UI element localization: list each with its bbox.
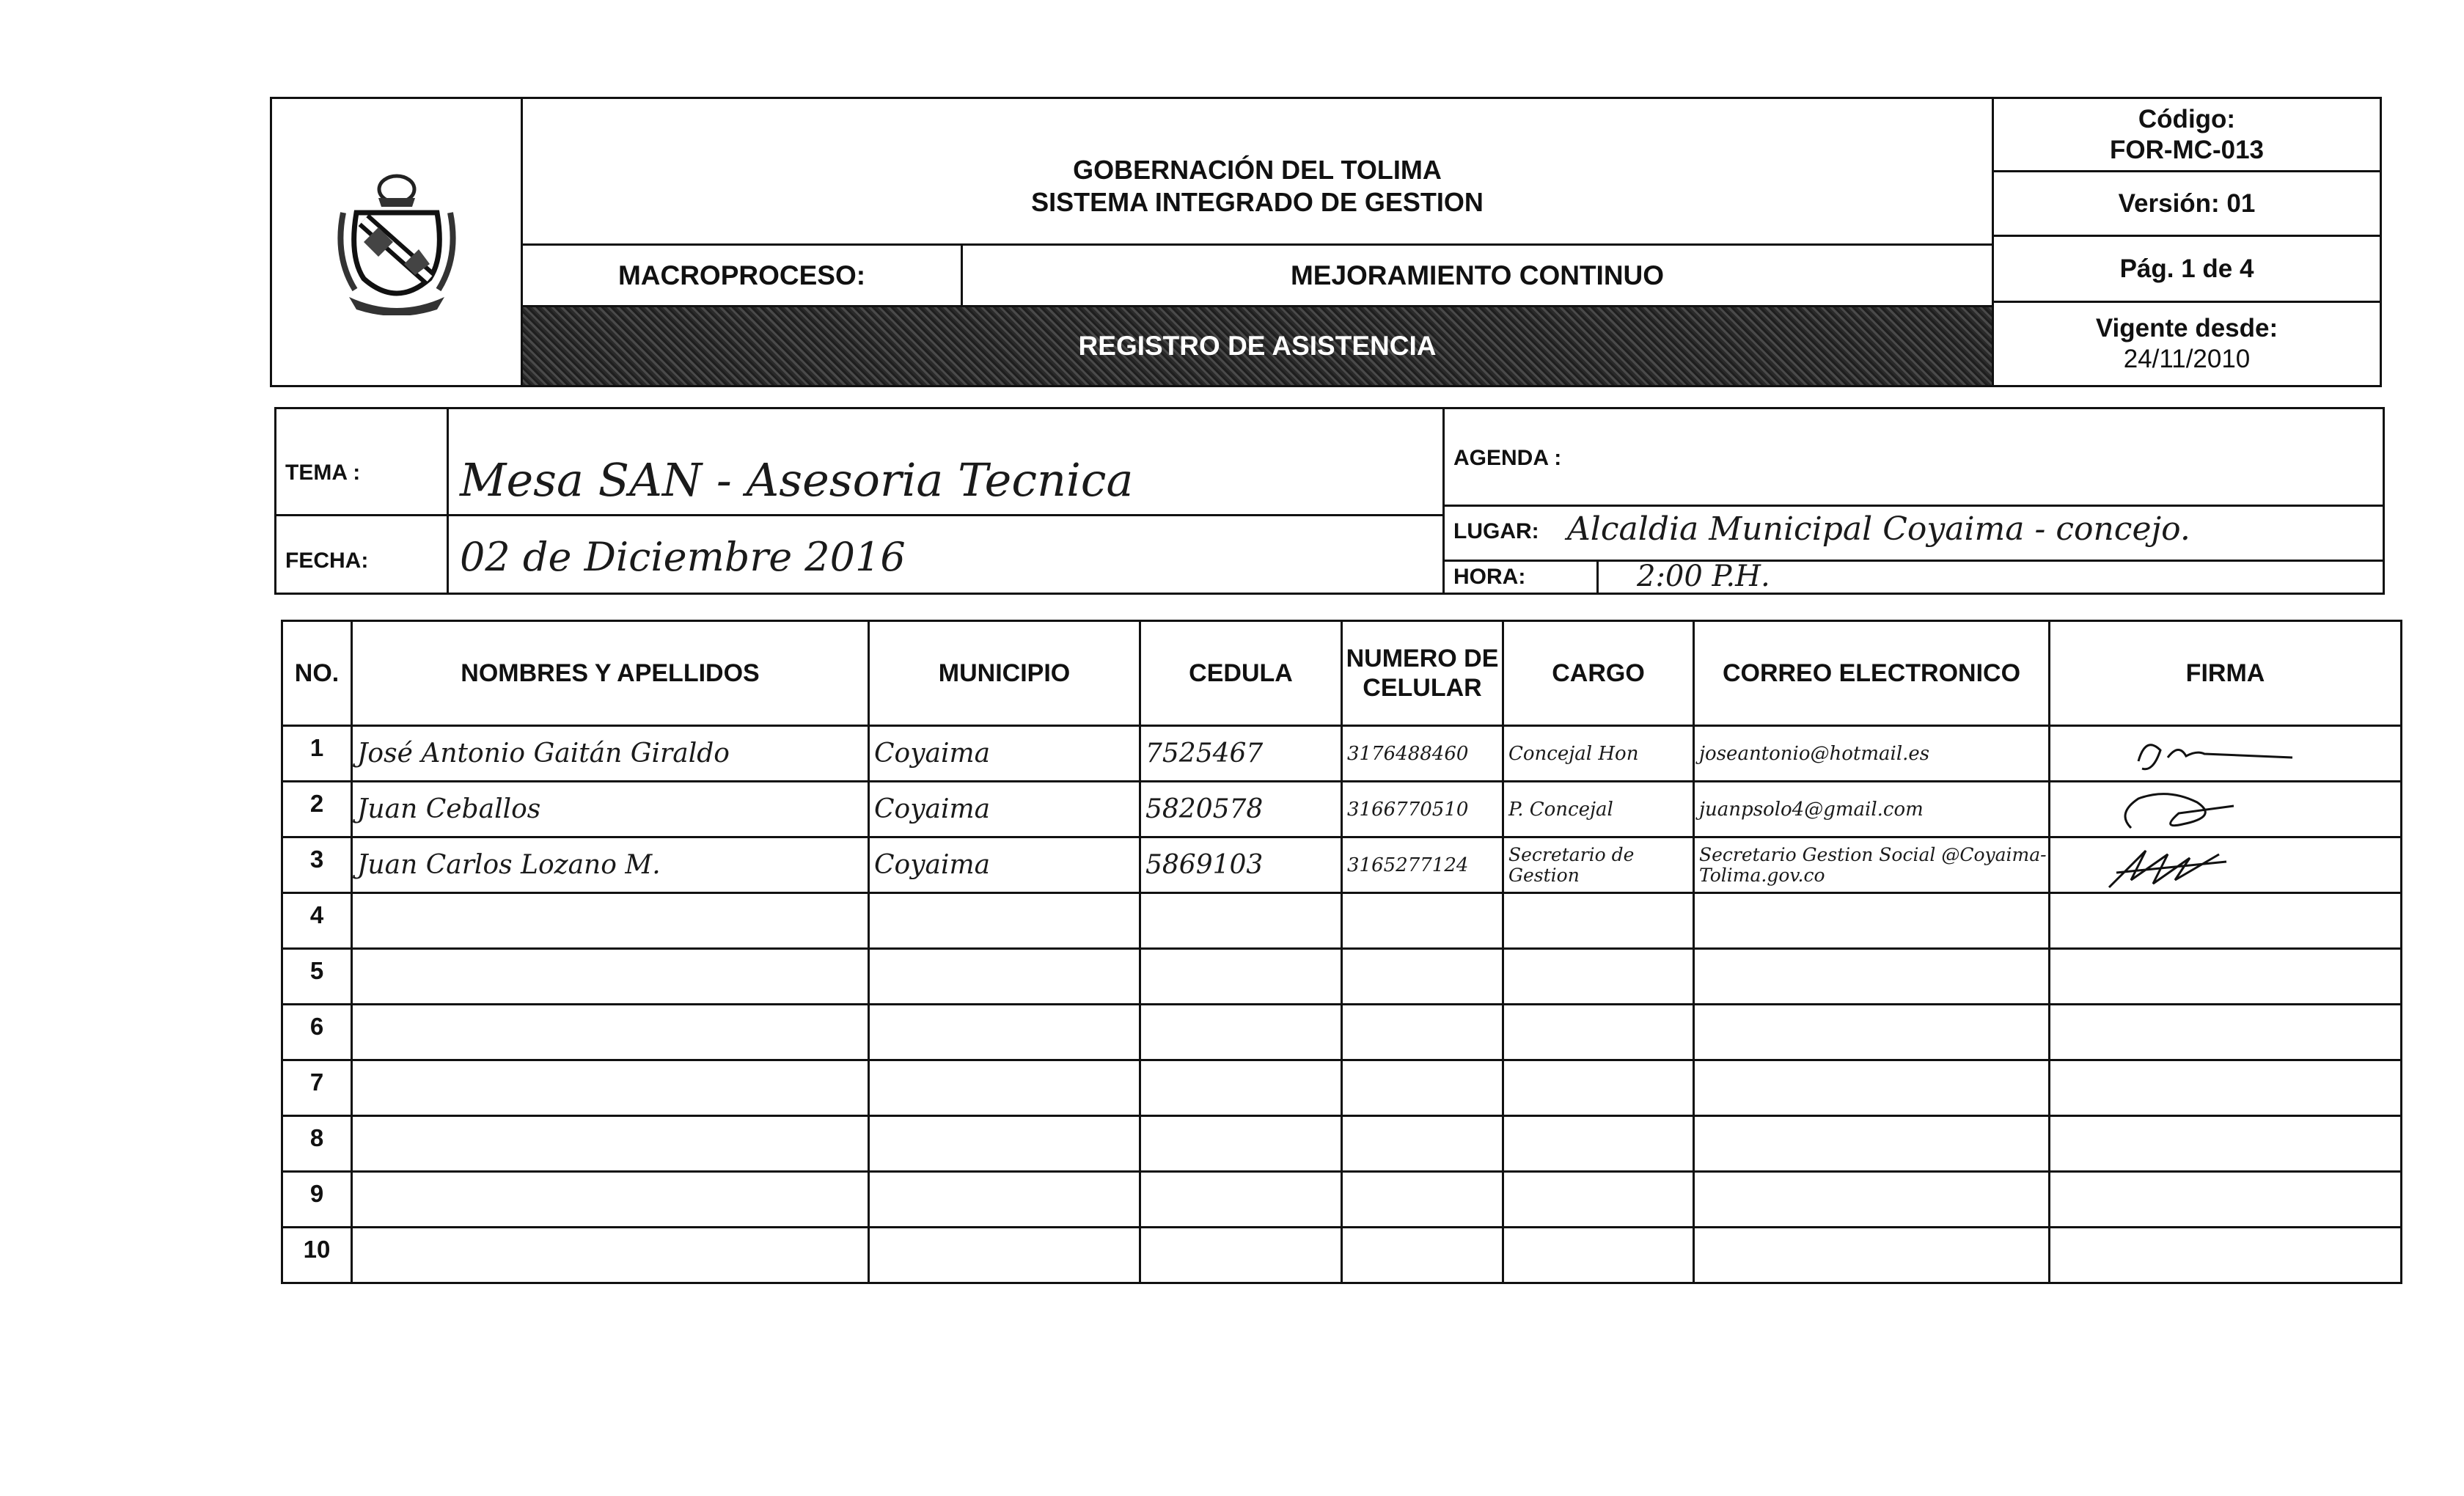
empty-cell (869, 1172, 1140, 1228)
column-header-correo: CORREO ELECTRONICO (1694, 621, 2050, 726)
empty-cell (1694, 1172, 2050, 1228)
agenda-label: AGENDA : (1453, 446, 1562, 470)
meeting-info-box (274, 407, 2385, 595)
empty-cell (1140, 1228, 1342, 1283)
attendee-cargo: P. Concejal (1508, 798, 1613, 821)
attendee-cargo: Concejal Hon (1508, 742, 1639, 765)
empty-cell (869, 1060, 1140, 1116)
codigo-value: FOR-MC-013 (2109, 135, 2265, 164)
row-number: 5 (282, 949, 352, 1005)
empty-cell (2050, 1060, 2402, 1116)
attendee-correo: Secretario Gestion Social @Coyaima-Tolima.gov.co (1699, 844, 2047, 886)
handwritten-signature (2050, 784, 2395, 835)
divider (1442, 560, 2383, 562)
table-row (282, 949, 2402, 1005)
empty-cell (2050, 1116, 2402, 1172)
tema-value: Mesa SAN - Asesoria Tecnica (460, 453, 1134, 507)
empty-cell (1503, 1172, 1694, 1228)
vigente-cell (1994, 303, 2380, 385)
table-row (282, 782, 2402, 837)
empty-cell (1140, 1005, 1342, 1060)
empty-cell (1342, 893, 1503, 949)
row-number: 1 (282, 726, 352, 782)
attendee-municipio: Coyaima (874, 850, 991, 880)
attendee-correo: juanpsolo4@gmail.com (1699, 798, 1924, 821)
divider (1596, 560, 1599, 593)
empty-cell (1694, 1228, 2050, 1283)
form-banner-title: REGISTRO DE ASISTENCIA (523, 307, 1992, 385)
form-header (270, 97, 2382, 387)
table-row (282, 1116, 2402, 1172)
column-header-no: NO. (282, 621, 352, 726)
column-header-cargo: CARGO (1503, 621, 1694, 726)
empty-cell (869, 893, 1140, 949)
column-header-nombres: NOMBRES Y APELLIDOS (352, 621, 869, 726)
firma-cell (2050, 782, 2402, 837)
table-row (282, 726, 2402, 782)
empty-cell (352, 1228, 869, 1283)
attendee-celular: 3176488460 (1347, 742, 1469, 765)
attendee-municipio: Coyaima (874, 738, 991, 769)
vigente-value: 24/11/2010 (2123, 345, 2251, 373)
row-number: 7 (282, 1060, 352, 1116)
row-number: 8 (282, 1116, 352, 1172)
table-header-row (282, 621, 2402, 726)
row-number: 3 (282, 837, 352, 893)
empty-cell (1694, 1116, 2050, 1172)
empty-cell (869, 1116, 1140, 1172)
empty-cell (1342, 1172, 1503, 1228)
firma-cell (2050, 726, 2402, 782)
empty-cell (869, 949, 1140, 1005)
column-header-firma: FIRMA (2050, 621, 2402, 726)
firma-cell (2050, 837, 2402, 893)
coat-of-arms-icon (334, 169, 459, 315)
empty-cell (352, 949, 869, 1005)
column-header-cedula: CEDULA (1140, 621, 1342, 726)
empty-cell (352, 1116, 869, 1172)
row-number: 9 (282, 1172, 352, 1228)
empty-cell (2050, 1005, 2402, 1060)
divider (447, 409, 449, 593)
row-number: 10 (282, 1228, 352, 1283)
empty-cell (1503, 893, 1694, 949)
table-row (282, 1172, 2402, 1228)
empty-cell (352, 1060, 869, 1116)
logo-cell (272, 99, 523, 385)
table-row (282, 1228, 2402, 1283)
table-row (282, 893, 2402, 949)
tema-label: TEMA : (285, 461, 361, 485)
attendee-cargo: Secretario de Gestion (1508, 844, 1635, 886)
column-header-municipio: MUNICIPIO (869, 621, 1140, 726)
empty-cell (869, 1228, 1140, 1283)
org-line-2: SISTEMA INTEGRADO DE GESTION (1031, 186, 1484, 217)
row-number: 2 (282, 782, 352, 837)
empty-cell (1140, 893, 1342, 949)
empty-cell (1694, 1005, 2050, 1060)
page-number-cell: Pág. 1 de 4 (1994, 237, 2380, 303)
fecha-label: FECHA: (285, 549, 369, 573)
empty-cell (2050, 949, 2402, 1005)
table-row (282, 837, 2402, 893)
attendee-correo: joseantonio@hotmail.es (1699, 742, 1930, 765)
attendee-cedula: 5869103 (1145, 850, 1264, 880)
attendance-table (281, 620, 2402, 1284)
empty-cell (1503, 1228, 1694, 1283)
empty-cell (1140, 949, 1342, 1005)
codigo-cell (1994, 99, 2380, 172)
attendee-municipio: Coyaima (874, 794, 991, 824)
codigo-label: Código: (2138, 104, 2236, 133)
column-header-celular: NUMERO DE CELULAR (1342, 621, 1503, 726)
lugar-label: LUGAR: (1453, 519, 1539, 543)
empty-cell (1694, 949, 2050, 1005)
document-control-box (1992, 99, 2380, 385)
empty-cell (1342, 949, 1503, 1005)
empty-cell (1342, 1116, 1503, 1172)
empty-cell (1503, 1116, 1694, 1172)
attendee-cedula: 5820578 (1145, 794, 1264, 824)
table-row (282, 1060, 2402, 1116)
attendee-celular: 3166770510 (1347, 798, 1469, 821)
empty-cell (1342, 1060, 1503, 1116)
attendee-name: Juan Ceballos (357, 794, 541, 824)
empty-cell (1342, 1228, 1503, 1283)
row-number: 6 (282, 1005, 352, 1060)
empty-cell (1140, 1060, 1342, 1116)
vigente-label: Vigente desde: (2095, 314, 2278, 342)
org-line-1: GOBERNACIÓN DEL TOLIMA (1073, 154, 1442, 185)
attendee-name: Juan Carlos Lozano M. (357, 850, 661, 880)
divider (276, 514, 1442, 516)
attendee-celular: 3165277124 (1347, 854, 1469, 876)
hora-value: 2:00 P.H. (1637, 560, 1770, 593)
empty-cell (1503, 1005, 1694, 1060)
empty-cell (1503, 949, 1694, 1005)
empty-cell (352, 1005, 869, 1060)
handwritten-signature (2050, 728, 2395, 780)
divider (1442, 409, 1445, 593)
macroproceso-value: MEJORAMIENTO CONTINUO (963, 246, 1992, 307)
version-cell: Versión: 01 (1994, 172, 2380, 237)
empty-cell (2050, 1172, 2402, 1228)
empty-cell (1503, 1060, 1694, 1116)
lugar-value: Alcaldia Municipal Coyaima - concejo. (1567, 510, 2190, 548)
empty-cell (1694, 893, 2050, 949)
divider (1442, 505, 2383, 507)
handwritten-signature (2050, 840, 2395, 891)
attendee-cedula: 7525467 (1145, 738, 1264, 769)
organization-title (523, 99, 1992, 246)
table-row (282, 1005, 2402, 1060)
empty-cell (1140, 1116, 1342, 1172)
empty-cell (1342, 1005, 1503, 1060)
empty-cell (352, 1172, 869, 1228)
hora-label: HORA: (1453, 565, 1526, 589)
empty-cell (2050, 1228, 2402, 1283)
empty-cell (1694, 1060, 2050, 1116)
empty-cell (1140, 1172, 1342, 1228)
attendee-name: José Antonio Gaitán Giraldo (357, 738, 730, 769)
empty-cell (352, 893, 869, 949)
empty-cell (2050, 893, 2402, 949)
fecha-value: 02 de Diciembre 2016 (460, 534, 906, 580)
macroproceso-label: MACROPROCESO: (523, 246, 963, 307)
row-number: 4 (282, 893, 352, 949)
empty-cell (869, 1005, 1140, 1060)
